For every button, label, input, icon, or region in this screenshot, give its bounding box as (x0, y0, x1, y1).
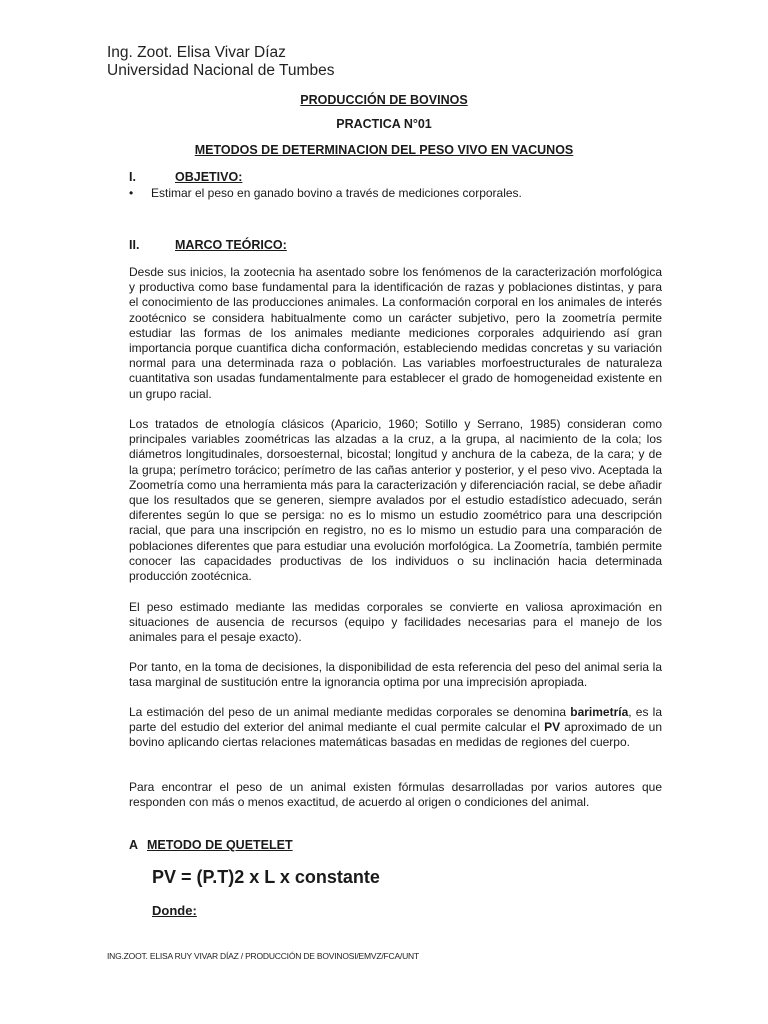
paragraph-4: Por tanto, en la toma de decisiones, la disponibilidad de esta referencia del peso del animal seria la tasa marginal de sustitución entre la ignorancia optima por una imprecisión apropiada. (129, 660, 662, 690)
author-name: Ing. Zoot. Elisa Vivar Díaz (107, 44, 286, 61)
paragraph-2: Los tratados de etnología clásicos (Aparicio, 1960; Sotillo y Serrano, 1985) consideran como principales variables zoométricas las alzadas a la cruz, a la grupa, al nacimiento de la cola; los diámetros longitudinales, dorsoesternal, bicostal; longitud y anchura de la cabeza, de la cara; y de la grupa; perímetro torácico; perímetro de las cañas anterior y posterior, y el peso vivo. Aceptada la Zoometría como una herramienta más para la caracterización y diferenciación racial, se debe añadir que los resultados que se generen, siempre avalados por el estudio estadístico adecuado, serán diferentes según lo que se persiga: no es lo mismo un estudio zoométrico para una descripción racial, que para una inscripción en registro, no es lo mismo un estudio para una comparación de poblaciones diferentes que para estudiar una evolución morfológica. La Zoometría, también permite conocer las capacidades productivas de los individuos o su inclinación hacia determinada producción zootécnica. (129, 417, 662, 584)
method-title: METODO DE QUETELET (147, 838, 293, 852)
donde-label: Donde: (152, 903, 197, 918)
section-title: MARCO TEÓRICO: (175, 238, 287, 252)
section-number: II. (129, 238, 140, 252)
section-framework-heading (129, 238, 287, 252)
paragraph-5 (129, 705, 662, 751)
paragraph-5-text: La estimación del peso de un animal mediante medidas corporales se denomina (129, 705, 571, 719)
bullet-icon: • (129, 186, 134, 200)
paragraph-1: Desde sus inicios, la zootecnia ha asentado sobre los fenómenos de la caracterización morfológica y productiva como base fundamental para la identificación de razas y poblaciones distintas, y para el conocimiento de las producciones animales. La conformación corporal en los animales de interés zootécnico se considera habitualmente como un carácter subjetivo, pero la zoometría permite estudiar las formas de los animales mediante mediciones corporales adquiriendo así gran importancia porque cuantifica dicha conformación, estableciendo medidas concretas y su variación normal para una determinada raza o población. Las variables morfoestructurales de naturaleza cuantitativa son usadas fundamentalmente para establecer el grado de homogeneidad existente en un grupo racial. (129, 265, 662, 401)
course-title: PRODUCCIÓN DE BOVINOS (300, 93, 468, 107)
method-a-heading (129, 838, 293, 852)
section-title: OBJETIVO: (175, 170, 243, 184)
practice-title: PRACTICA N°01 (336, 117, 432, 131)
objective-item (129, 186, 522, 200)
paragraph-3: El peso estimado mediante las medidas corporales se convierte en valiosa aproximación en situaciones de ausencia de recursos (equipo y facilidades necesarias para el manejo de los animales para el pesaje exacto). (129, 600, 662, 645)
pv-term: PV (544, 720, 561, 735)
section-objective-heading (129, 170, 242, 184)
paragraph-5-text: , es la parte del estudio del exterior del animal mediante el cual permite calcular el (129, 705, 662, 735)
paragraph-6: Para encontrar el peso de un animal existen fórmulas desarrolladas por varios autores que responden con más o menos exactitud, de acuerdo al origen o condiciones del animal. (129, 780, 662, 810)
paragraph-5-text: aproximado de un bovino aplicando ciertas relaciones matemáticas basadas en medidas de regiones del cuerpo. (129, 720, 662, 750)
page-footer: ING.ZOOT. ELISA RUY VIVAR DÍAZ / PRODUCCIÓN DE BOVINOSI/EMVZ/FCA/UNT (107, 951, 419, 961)
quetelet-formula: PV = (P.T)2 x L x constante (152, 867, 380, 887)
institution-name: Universidad Nacional de Tumbes (107, 62, 335, 79)
method-letter: A (129, 838, 139, 852)
topic-title: METODOS DE DETERMINACION DEL PESO VIVO EN VACUNOS (194, 143, 574, 157)
objective-text: Estimar el peso en ganado bovino a través de mediciones corporales. (151, 186, 522, 200)
section-number: I. (129, 170, 136, 184)
author-block (107, 44, 334, 80)
barimetria-term: barimetría (570, 705, 629, 719)
